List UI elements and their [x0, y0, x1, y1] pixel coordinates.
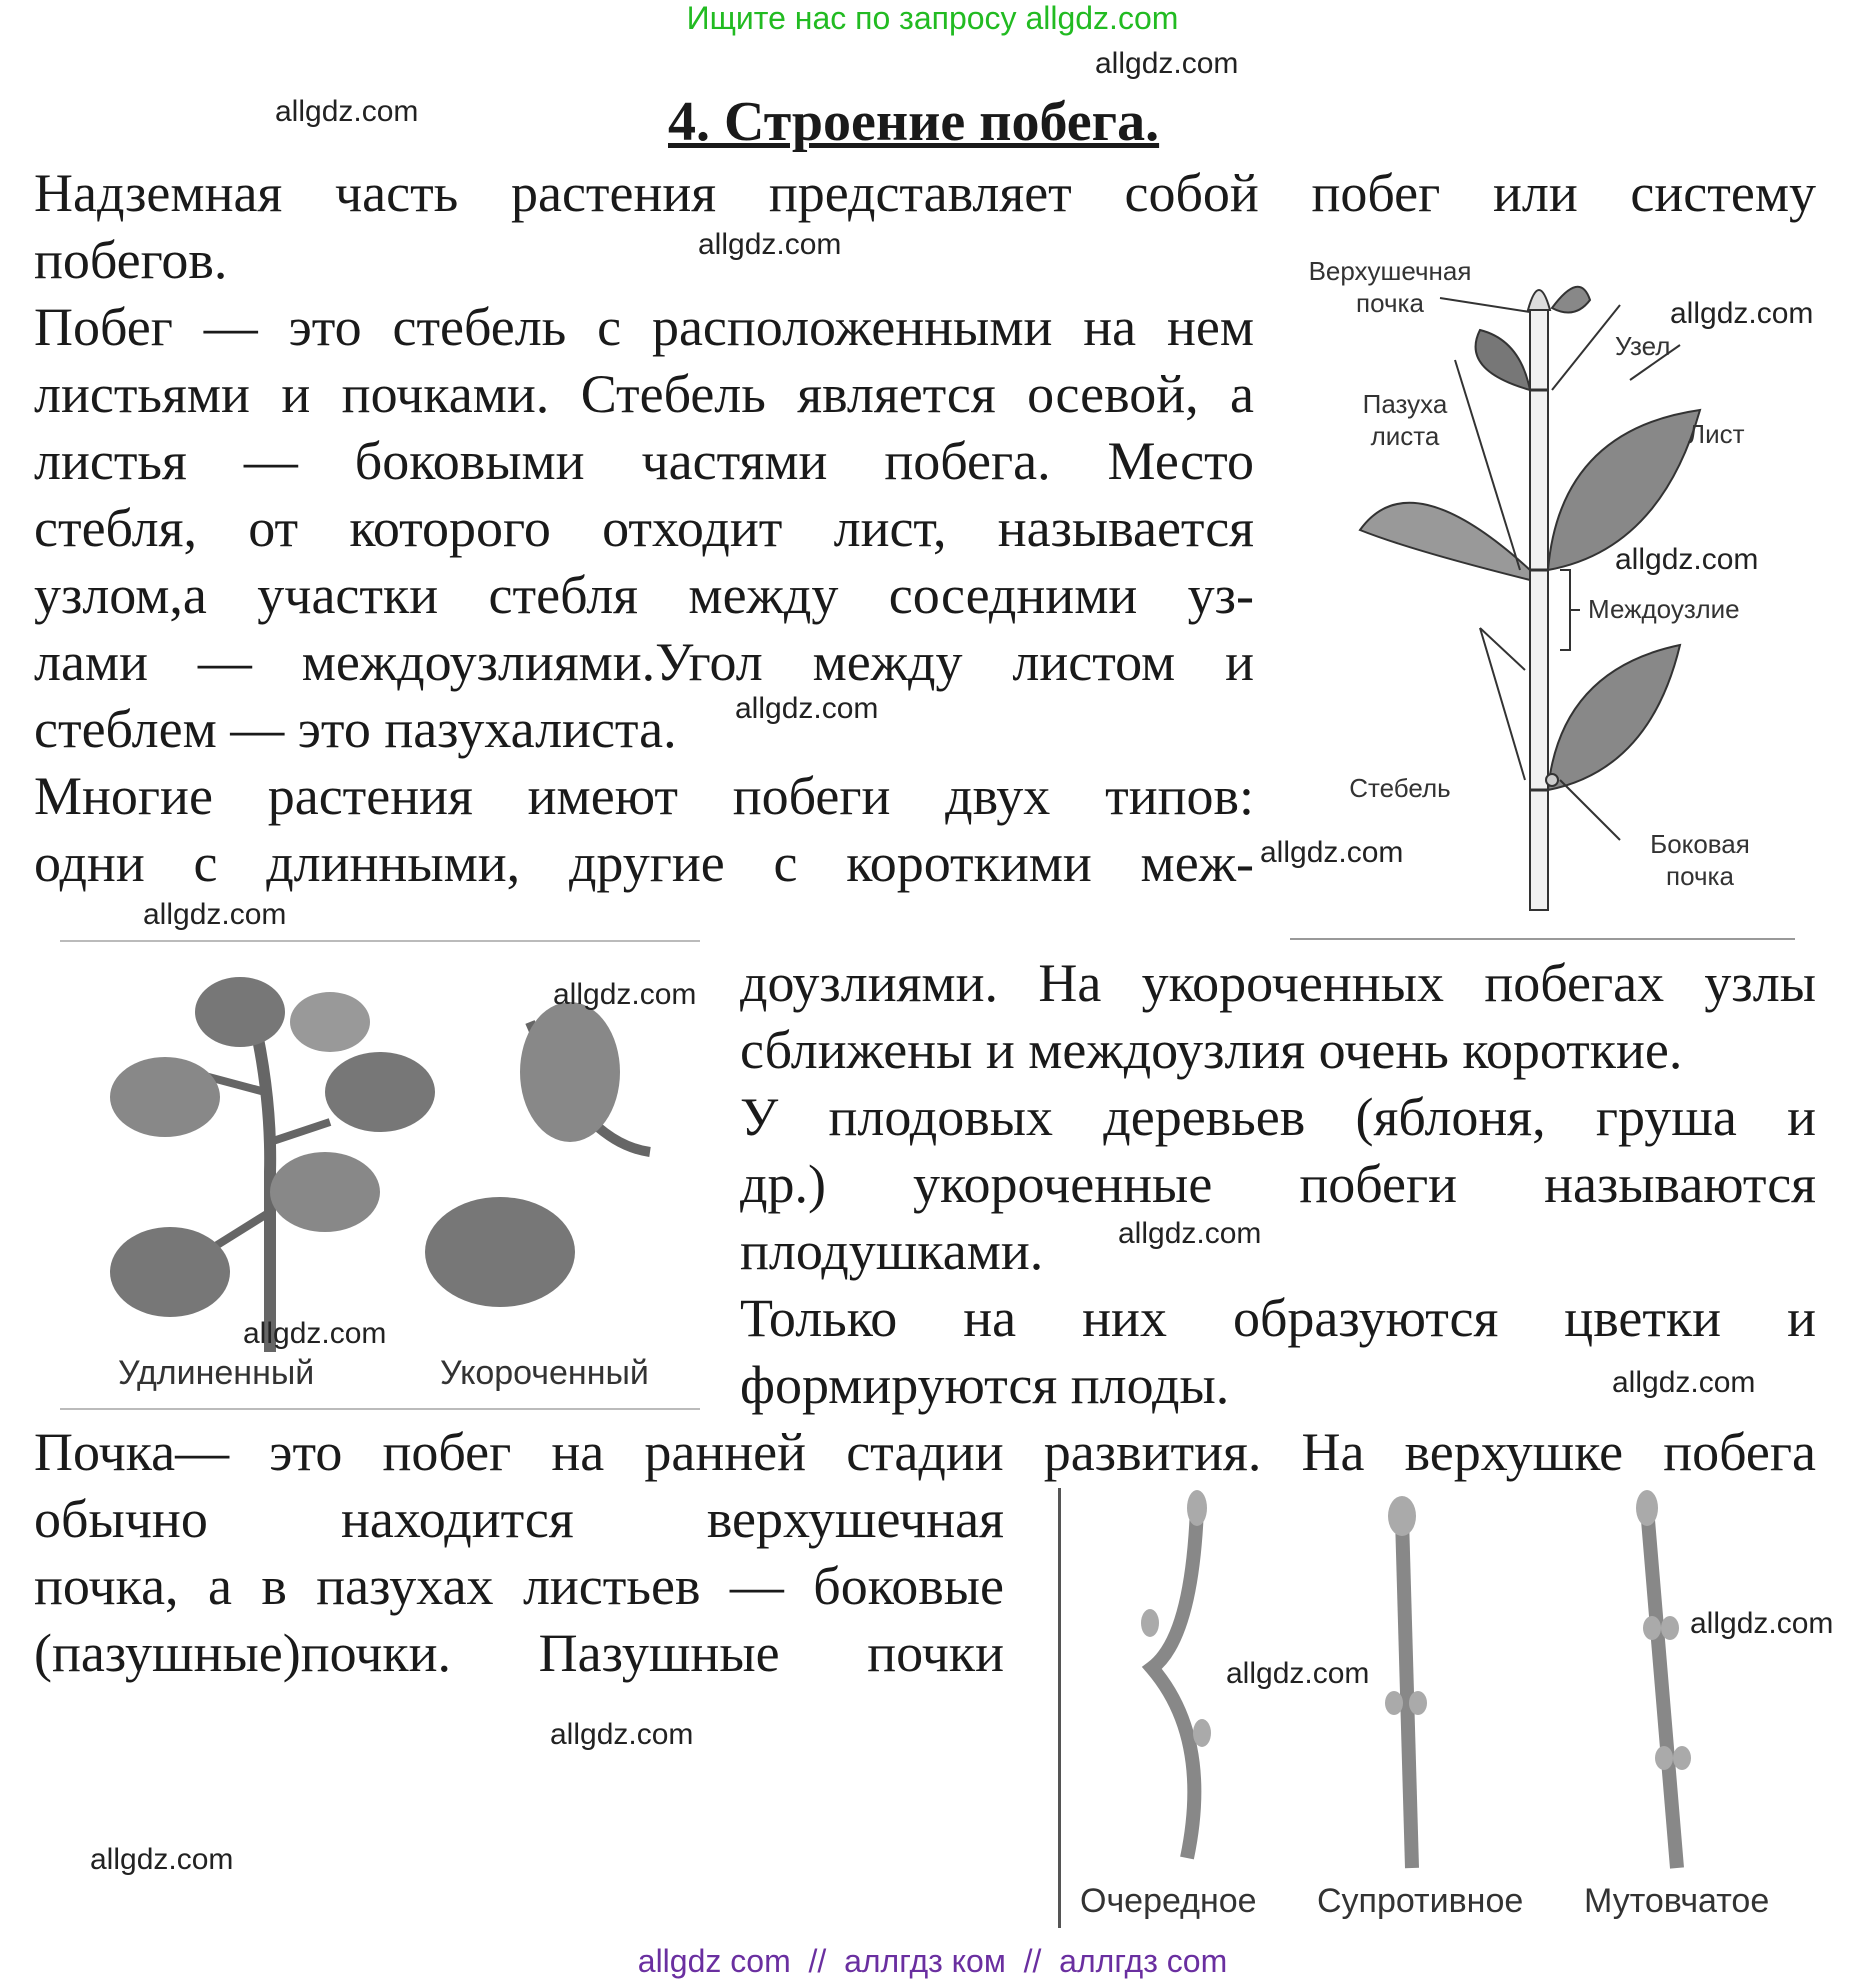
caption-whorled: Мутовчатое: [1584, 1882, 1770, 1920]
watermark: allgdz.com: [553, 978, 697, 1011]
text-line: узлом,а участки стебля между соседними уз-: [34, 565, 1254, 625]
paragraph-2: [34, 294, 1254, 764]
text-line: др.) укороченные побеги называются: [740, 1154, 1816, 1214]
text-line: Надземная часть растения представляет собой побег или систему: [34, 163, 1816, 223]
text-line: одни с длинными, другие с короткими меж-: [34, 833, 1254, 893]
leaf-shape: [325, 1052, 435, 1132]
stem-shape: [1530, 310, 1548, 910]
search-banner: Ищите нас по запросу allgdz.com: [686, 0, 1179, 36]
watermark: allgdz.com: [1612, 1366, 1756, 1399]
leaf-shape: [1360, 503, 1530, 580]
alternate-twig: [1152, 1508, 1197, 1858]
label-leaf: Лист: [1688, 419, 1745, 449]
paragraph-3: [34, 763, 1254, 897]
watermark: allgdz.com: [735, 692, 879, 725]
label-leaf-axil: Пазуха листа: [1362, 389, 1448, 451]
label-lateral-bud: Боковая почка: [1650, 829, 1750, 891]
text-line: формируются плоды.: [740, 1355, 1230, 1415]
text-line: лами — междоузлиями.Угол между листом и: [34, 632, 1254, 692]
text-line: У плодовых деревьев (яблоня, груша и: [740, 1087, 1816, 1147]
figure-divider: [1058, 1488, 1061, 1928]
caption-long-shoot: Удлиненный: [118, 1354, 315, 1392]
text-line: побегов.: [34, 230, 228, 290]
watermark: allgdz.com: [143, 898, 287, 931]
watermark: allgdz.com: [243, 1317, 387, 1350]
text-line: листьями и почками. Стебель является осевой, а: [34, 364, 1254, 424]
leaf-shape: [110, 1227, 230, 1317]
leaf-shape: [270, 1152, 380, 1232]
whorled-twig: [1647, 1508, 1677, 1868]
text-line: стебля, от которого отходит лист, называется: [34, 498, 1254, 558]
leaf-shape: [425, 1197, 575, 1307]
text-line: Почка— это побег на ранней стадии развития. На верхушке побега: [34, 1422, 1816, 1482]
paragraph-3-continued: [740, 950, 1816, 1084]
text-line: почка, а в пазухах листьев — боковые: [34, 1556, 1004, 1616]
label-stem: Стебель: [1349, 773, 1451, 803]
text-line: плодушками.: [740, 1221, 1044, 1281]
leaf-shape: [1476, 330, 1530, 390]
watermark: allgdz.com: [1690, 1607, 1834, 1640]
watermark: allgdz.com: [1615, 543, 1759, 576]
watermark: allgdz.com: [1118, 1217, 1262, 1250]
watermark: allgdz.com: [275, 95, 419, 128]
opposite-twig: [1402, 1518, 1412, 1868]
long-shoot-stem: [250, 1002, 270, 1352]
text-line: Многие растения имеют побеги двух типов:: [34, 766, 1254, 826]
bud-arrangement-figure: [1062, 1488, 1802, 1928]
leaf-shape: [290, 992, 370, 1052]
caption-alternate: Очередное: [1080, 1882, 1257, 1920]
figure-divider: [60, 1408, 700, 1410]
text-line: (пазушные)почки. Пазушные почки: [34, 1623, 1004, 1683]
figure-divider: [1290, 938, 1795, 940]
bud-arrangement-drawing: [1062, 1488, 1802, 1928]
watermark: allgdz.com: [1260, 836, 1404, 869]
watermark: allgdz.com: [698, 228, 842, 261]
leaf-shape: [195, 977, 285, 1047]
watermark: allgdz.com: [1095, 47, 1239, 80]
label-apical-bud: Верхушечная почка: [1308, 256, 1472, 318]
text-line: Только на них образуются цветки и: [740, 1288, 1816, 1348]
apical-bud-shape: [1528, 290, 1550, 310]
leaf-shape: [1548, 645, 1680, 790]
text-line: листья — боковыми частями побега. Место: [34, 431, 1254, 491]
text-line: обычно находится верхушечная: [34, 1489, 1004, 1549]
text-line: стеблем — это пазухалиста.: [34, 699, 677, 759]
leaf-shape: [110, 1057, 220, 1137]
leaf-shape: [520, 1002, 620, 1142]
page-title: 4. Строение побега.: [668, 91, 1160, 153]
text-line: сближены и междоузлия очень короткие.: [740, 1020, 1683, 1080]
text-line: Побег — это стебель с расположенными на нем: [34, 297, 1254, 357]
watermark: allgdz.com: [90, 1843, 234, 1876]
watermark: allgdz.com: [550, 1718, 694, 1751]
watermark: allgdz.com: [1670, 297, 1814, 330]
caption-short-shoot: Укороченный: [440, 1354, 649, 1392]
footer-text: allgdz com // аллгдз ком // аллгдз com: [637, 1943, 1228, 1979]
label-internode: Междоузлие: [1588, 594, 1740, 624]
label-node: Узел: [1615, 331, 1671, 361]
watermark: allgdz.com: [1226, 1657, 1370, 1690]
text-line: доузлиями. На укороченных побегах узлы: [740, 953, 1816, 1013]
paragraph-4: [740, 1084, 1816, 1285]
caption-opposite: Супротивное: [1317, 1882, 1524, 1920]
